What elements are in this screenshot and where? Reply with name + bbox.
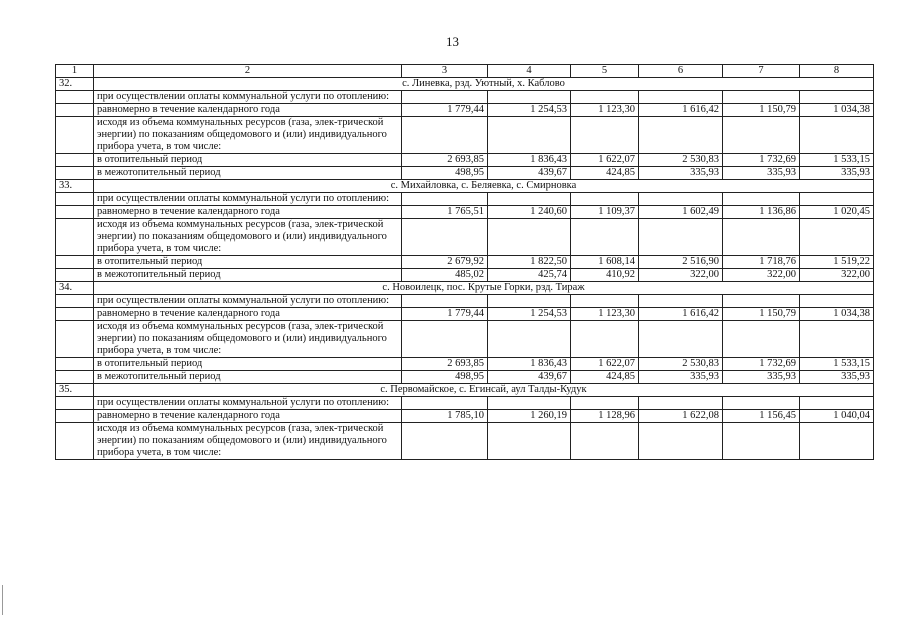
tariff-value: 1 254,53 — [488, 308, 571, 321]
table-row — [56, 117, 874, 154]
table-body — [56, 65, 874, 460]
row-description: исходя из объема коммунальных ресурсов (газа, элек-трической энергии) по показаниям общедомового и (или) индивидуального прибора учета, в том числе: — [94, 423, 402, 460]
section-row — [56, 78, 874, 91]
tariff-value — [639, 423, 723, 460]
tariff-table — [55, 64, 874, 460]
empty-cell — [56, 308, 94, 321]
tariff-value: 1 519,22 — [800, 256, 874, 269]
row-description: равномерно в течение календарного года — [94, 104, 402, 117]
empty-cell — [56, 219, 94, 256]
row-description: при осуществлении оплаты коммунальной услуги по отоплению: — [94, 295, 402, 308]
tariff-value: 2 679,92 — [402, 256, 488, 269]
tariff-value: 2 693,85 — [402, 358, 488, 371]
row-description: равномерно в течение календарного года — [94, 410, 402, 423]
empty-cell — [56, 256, 94, 269]
tariff-value: 1 150,79 — [723, 104, 800, 117]
empty-cell — [56, 167, 94, 180]
tariff-value: 1 156,45 — [723, 410, 800, 423]
tariff-value — [723, 91, 800, 104]
tariff-value: 485,02 — [402, 269, 488, 282]
tariff-value: 1 779,44 — [402, 104, 488, 117]
tariff-value — [800, 91, 874, 104]
tariff-value: 335,93 — [723, 371, 800, 384]
section-row — [56, 282, 874, 295]
tariff-value — [800, 193, 874, 206]
tariff-value — [571, 219, 639, 256]
tariff-value: 1 602,49 — [639, 206, 723, 219]
tariff-value: 1 616,42 — [639, 104, 723, 117]
settlement-name: с. Линевка, рзд. Уютный, х. Каблово — [94, 78, 874, 91]
tariff-value — [488, 91, 571, 104]
tariff-value: 1 732,69 — [723, 154, 800, 167]
settlement-name: с. Михайловка, с. Беляевка, с. Смирновка — [94, 180, 874, 193]
empty-cell — [56, 397, 94, 410]
empty-cell — [56, 410, 94, 423]
table-row — [56, 219, 874, 256]
table-row — [56, 397, 874, 410]
tariff-value — [723, 295, 800, 308]
column-header: 4 — [488, 65, 571, 78]
tariff-value: 1 779,44 — [402, 308, 488, 321]
tariff-value — [639, 219, 723, 256]
table-row — [56, 167, 874, 180]
tariff-value — [571, 321, 639, 358]
tariff-value: 1 836,43 — [488, 358, 571, 371]
empty-cell — [56, 321, 94, 358]
table-row — [56, 371, 874, 384]
page-number: 13 — [446, 34, 459, 49]
column-header: 8 — [800, 65, 874, 78]
tariff-value: 1 836,43 — [488, 154, 571, 167]
empty-cell — [56, 193, 94, 206]
tariff-value: 2 516,90 — [639, 256, 723, 269]
tariff-value: 1 260,19 — [488, 410, 571, 423]
tariff-value — [571, 295, 639, 308]
table-row — [56, 256, 874, 269]
tariff-value: 2 530,83 — [639, 154, 723, 167]
tariff-value: 335,93 — [800, 167, 874, 180]
column-header: 5 — [571, 65, 639, 78]
tariff-value — [639, 321, 723, 358]
empty-cell — [56, 154, 94, 167]
row-description: исходя из объема коммунальных ресурсов (газа, элек-трической энергии) по показаниям общедомового и (или) индивидуального прибора учета, в том числе: — [94, 321, 402, 358]
tariff-value — [402, 295, 488, 308]
margin-mark — [2, 585, 3, 615]
tariff-value: 1 533,15 — [800, 154, 874, 167]
tariff-value: 335,93 — [639, 167, 723, 180]
table-row — [56, 295, 874, 308]
column-header: 3 — [402, 65, 488, 78]
empty-cell — [56, 358, 94, 371]
row-description: равномерно в течение календарного года — [94, 206, 402, 219]
tariff-value — [723, 193, 800, 206]
row-description: в межотопительный период — [94, 167, 402, 180]
empty-cell — [56, 295, 94, 308]
tariff-value: 1 123,30 — [571, 104, 639, 117]
tariff-value — [800, 423, 874, 460]
row-description: в межотопительный период — [94, 371, 402, 384]
tariff-value: 322,00 — [800, 269, 874, 282]
tariff-value: 2 693,85 — [402, 154, 488, 167]
tariff-value: 1 718,76 — [723, 256, 800, 269]
table-row — [56, 193, 874, 206]
tariff-value: 322,00 — [723, 269, 800, 282]
tariff-value: 335,93 — [723, 167, 800, 180]
column-header: 7 — [723, 65, 800, 78]
tariff-value — [402, 423, 488, 460]
tariff-value: 424,85 — [571, 371, 639, 384]
row-description: в отопительный период — [94, 256, 402, 269]
tariff-value — [488, 397, 571, 410]
column-header: 6 — [639, 65, 723, 78]
settlement-name: с. Первомайское, с. Егинсай, аул Талды-Кудук — [94, 384, 874, 397]
tariff-value — [571, 91, 639, 104]
section-row — [56, 180, 874, 193]
empty-cell — [56, 104, 94, 117]
tariff-value: 1 608,14 — [571, 256, 639, 269]
tariff-value: 2 530,83 — [639, 358, 723, 371]
column-number-row — [56, 65, 874, 78]
tariff-value: 1 785,10 — [402, 410, 488, 423]
empty-cell — [56, 269, 94, 282]
tariff-value: 498,95 — [402, 371, 488, 384]
tariff-value — [723, 423, 800, 460]
tariff-value: 1 136,86 — [723, 206, 800, 219]
tariff-value: 424,85 — [571, 167, 639, 180]
tariff-value — [639, 117, 723, 154]
tariff-value — [639, 397, 723, 410]
empty-cell — [56, 206, 94, 219]
tariff-value: 322,00 — [639, 269, 723, 282]
section-number: 35. — [56, 384, 94, 397]
tariff-value: 335,93 — [639, 371, 723, 384]
tariff-value: 410,92 — [571, 269, 639, 282]
section-number: 34. — [56, 282, 94, 295]
tariff-value: 1 034,38 — [800, 104, 874, 117]
tariff-value — [571, 397, 639, 410]
tariff-value — [723, 397, 800, 410]
row-description: при осуществлении оплаты коммунальной услуги по отоплению: — [94, 193, 402, 206]
tariff-value: 1 240,60 — [488, 206, 571, 219]
tariff-value: 1 765,51 — [402, 206, 488, 219]
table-row — [56, 91, 874, 104]
row-description: в отопительный период — [94, 154, 402, 167]
tariff-value: 1 123,30 — [571, 308, 639, 321]
tariff-value: 1 109,37 — [571, 206, 639, 219]
tariff-value: 1 622,07 — [571, 358, 639, 371]
tariff-value — [402, 397, 488, 410]
table-row — [56, 269, 874, 282]
tariff-value: 1 254,53 — [488, 104, 571, 117]
tariff-value: 1 128,96 — [571, 410, 639, 423]
tariff-value — [488, 219, 571, 256]
tariff-value: 498,95 — [402, 167, 488, 180]
tariff-value — [800, 397, 874, 410]
tariff-value — [800, 295, 874, 308]
row-description: в межотопительный период — [94, 269, 402, 282]
tariff-value — [723, 219, 800, 256]
tariff-value — [402, 321, 488, 358]
row-description: в отопительный период — [94, 358, 402, 371]
empty-cell — [56, 117, 94, 154]
row-description: равномерно в течение календарного года — [94, 308, 402, 321]
table-row — [56, 410, 874, 423]
row-description: исходя из объема коммунальных ресурсов (газа, элек-трической энергии) по показаниям общедомового и (или) индивидуального прибора учета, в том числе: — [94, 219, 402, 256]
tariff-value — [402, 117, 488, 154]
tariff-value — [800, 117, 874, 154]
tariff-value — [571, 193, 639, 206]
section-row — [56, 384, 874, 397]
tariff-value: 1 040,04 — [800, 410, 874, 423]
tariff-value — [723, 321, 800, 358]
empty-cell — [56, 371, 94, 384]
tariff-value: 1 622,07 — [571, 154, 639, 167]
tariff-value — [488, 423, 571, 460]
tariff-value: 1 622,08 — [639, 410, 723, 423]
tariff-value — [488, 117, 571, 154]
tariff-value: 1 150,79 — [723, 308, 800, 321]
tariff-value — [402, 193, 488, 206]
tariff-value: 1 020,45 — [800, 206, 874, 219]
tariff-value — [571, 423, 639, 460]
empty-cell — [56, 91, 94, 104]
tariff-value: 439,67 — [488, 167, 571, 180]
empty-cell — [56, 423, 94, 460]
section-number: 32. — [56, 78, 94, 91]
table-row — [56, 423, 874, 460]
tariff-value: 1 822,50 — [488, 256, 571, 269]
row-description: при осуществлении оплаты коммунальной услуги по отоплению: — [94, 397, 402, 410]
section-number: 33. — [56, 180, 94, 193]
tariff-value — [488, 295, 571, 308]
table-row — [56, 104, 874, 117]
tariff-value: 1 616,42 — [639, 308, 723, 321]
tariff-value — [488, 193, 571, 206]
tariff-value: 1 732,69 — [723, 358, 800, 371]
column-header: 1 — [56, 65, 94, 78]
tariff-value: 425,74 — [488, 269, 571, 282]
table-row — [56, 358, 874, 371]
tariff-value: 1 533,15 — [800, 358, 874, 371]
tariff-value: 335,93 — [800, 371, 874, 384]
table-row — [56, 154, 874, 167]
tariff-value: 1 034,38 — [800, 308, 874, 321]
tariff-value: 439,67 — [488, 371, 571, 384]
tariff-value — [571, 117, 639, 154]
tariff-value — [488, 321, 571, 358]
tariff-value — [800, 219, 874, 256]
row-description: исходя из объема коммунальных ресурсов (газа, элек-трической энергии) по показаниям общедомового и (или) индивидуального прибора учета, в том числе: — [94, 117, 402, 154]
tariff-value — [402, 219, 488, 256]
column-header: 2 — [94, 65, 402, 78]
tariff-value — [402, 91, 488, 104]
tariff-value — [639, 91, 723, 104]
row-description: при осуществлении оплаты коммунальной услуги по отоплению: — [94, 91, 402, 104]
table-row — [56, 321, 874, 358]
tariff-value — [723, 117, 800, 154]
tariff-value — [639, 193, 723, 206]
settlement-name: с. Новоилецк, пос. Крутые Горки, рзд. Тираж — [94, 282, 874, 295]
tariff-value — [639, 295, 723, 308]
table-row — [56, 206, 874, 219]
tariff-value — [800, 321, 874, 358]
table-row — [56, 308, 874, 321]
